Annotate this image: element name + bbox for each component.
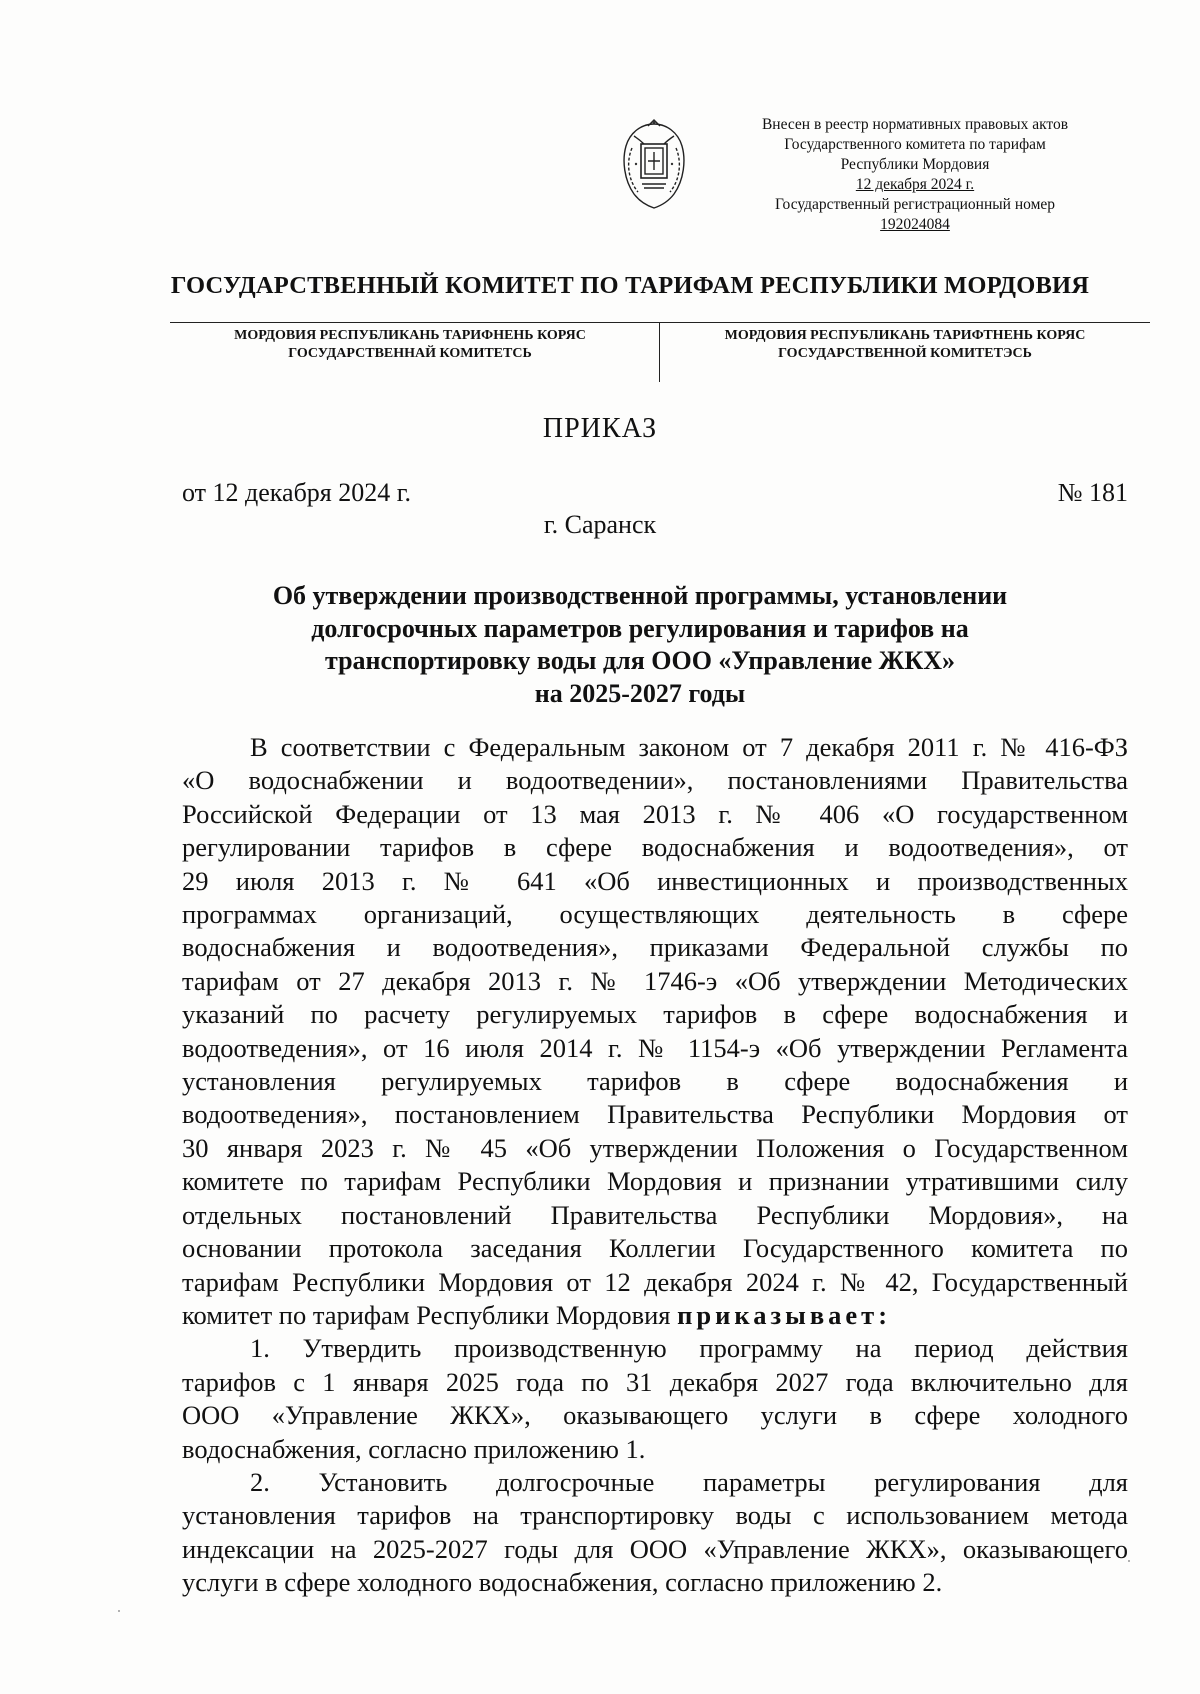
registry-note [730, 115, 1100, 235]
order-body [182, 731, 1128, 1600]
item2-line: индексации на 2025-2027 годы для ООО «Управление ЖКХ», оказывающего [182, 1533, 1128, 1564]
order-number: № 181 [1057, 478, 1128, 507]
decree-keyword: приказывает: [677, 1299, 892, 1330]
moksha-line: ГОСУДАРСТВЕННАЙ КОМИТЕТСЬ [288, 346, 532, 361]
preamble-final-line [182, 1299, 1128, 1332]
preamble-line: В соответствии с Федеральным законом от 7 декабря 2011 г. № 416-ФЗ [250, 732, 1128, 762]
subject-line: транспортировку воды для ООО «Управление ЖКХ» [325, 646, 955, 675]
preamble-line: установления регулируемых тарифов в сфере водоснабжения и [182, 1066, 1128, 1097]
subject-line: долгосрочных параметров регулирования и тарифов на [311, 613, 969, 643]
registry-line: Республики Мордовия [840, 156, 990, 173]
preamble-final-text: комитет по тарифам Республики Мордовия [182, 1299, 678, 1330]
preamble-line: основании протокола заседания Коллегии Государственного комитета по [182, 1233, 1128, 1264]
registry-line: Государственный регистрационный номер [774, 196, 1056, 213]
committee-title-erzya [670, 327, 1140, 363]
preamble-line: тарифам Республики Мордовия от 12 декабря 2024 г. № 42, Государственный [182, 1266, 1128, 1297]
preamble-line: программах организаций, осуществляющих деятельность в сфере [182, 899, 1128, 930]
order-subject [190, 580, 1090, 710]
preamble-line: тарифам от 27 декабря 2013 г. № 1746-э «Об утверждении Методических [182, 965, 1128, 996]
item1-line: 1. Утвердить производственную программу на период действия [250, 1333, 1128, 1364]
preamble-line: «О водоснабжении и водоотведении», постановлениями Правительства [182, 765, 1128, 796]
item1-line: ООО «Управление ЖКХ», оказывающего услуги в сфере холодного [182, 1400, 1128, 1431]
header-column-divider [659, 322, 660, 382]
order-date: от 12 декабря 2024 г. [182, 478, 411, 507]
item2-line: 2. Установить долгосрочные параметры регулирования для [250, 1466, 1128, 1497]
erzya-line: МОРДОВИЯ РЕСПУБЛИКАНЬ ТАРИФТНЕНЬ КОРЯС [724, 328, 1086, 343]
registry-date: 12 декабря 2024 г. [855, 176, 975, 193]
item2-line: услуги в сфере холодного водоснабжения, согласно приложению 2. [182, 1567, 943, 1598]
registry-number: 192024084 [880, 216, 950, 233]
item1-line: водоснабжения, согласно приложению 1. [182, 1433, 646, 1464]
committee-title-moksha [170, 327, 650, 363]
header-divider [170, 322, 1150, 323]
erzya-line: ГОСУДАРСТВЕННОЙ КОМИТЕТЭСЬ [778, 346, 1032, 361]
preamble-line: 29 июля 2013 г. № 641 «Об инвестиционных и производственных [182, 865, 1128, 896]
preamble-line: комитете по тарифам Республики Мордовия и признании утратившими силу [182, 1166, 1128, 1197]
preamble-line: 30 января 2023 г. № 45 «Об утверждении Положения о Государственном [182, 1132, 1128, 1163]
order-city: г. Саранск [543, 510, 657, 539]
subject-line: на 2025-2027 годы [534, 678, 746, 708]
preamble-line: отдельных постановлений Правительства Республики Мордовия», на [182, 1199, 1128, 1230]
registry-line: Внесен в реестр нормативных правовых актов [761, 116, 1069, 133]
preamble-line: указаний по расчету регулируемых тарифов в сфере водоснабжения и [182, 999, 1128, 1030]
registry-line: Государственного комитета по тарифам [784, 136, 1046, 153]
preamble-line: регулировании тарифов в сфере водоснабжения и водоотведения», от [182, 832, 1128, 863]
scan-speck [118, 1610, 120, 1612]
preamble-line: водоснабжения и водоотведения», приказами Федеральной службы по [182, 932, 1128, 963]
moksha-line: МОРДОВИЯ РЕСПУБЛИКАНЬ ТАРИФНЕНЬ КОРЯС [234, 328, 586, 343]
preamble-line: Российской Федерации от 13 мая 2013 г. № 406 «О государственном [182, 798, 1128, 829]
order-title: ПРИКАЗ [542, 413, 658, 444]
item2-line: установления тарифов на транспортировку воды с использованием метода [182, 1500, 1128, 1531]
subject-line: Об утверждении производственной программы, установлении [272, 581, 1008, 610]
scan-speck [1128, 1560, 1130, 1562]
coat-of-arms-icon [612, 118, 696, 214]
item1-line: тарифов с 1 января 2025 года по 31 декабря 2027 года включительно для [182, 1366, 1128, 1397]
preamble-line: водоотведения», от 16 июля 2014 г. № 1154-э «Об утверждении Регламента [182, 1032, 1128, 1063]
committee-title: ГОСУДАРСТВЕННЫЙ КОМИТЕТ ПО ТАРИФАМ РЕСПУБЛИКИ МОРДОВИЯ [170, 272, 1090, 299]
preamble-line: водоотведения», постановлением Правительства Республики Мордовия от [182, 1099, 1128, 1130]
